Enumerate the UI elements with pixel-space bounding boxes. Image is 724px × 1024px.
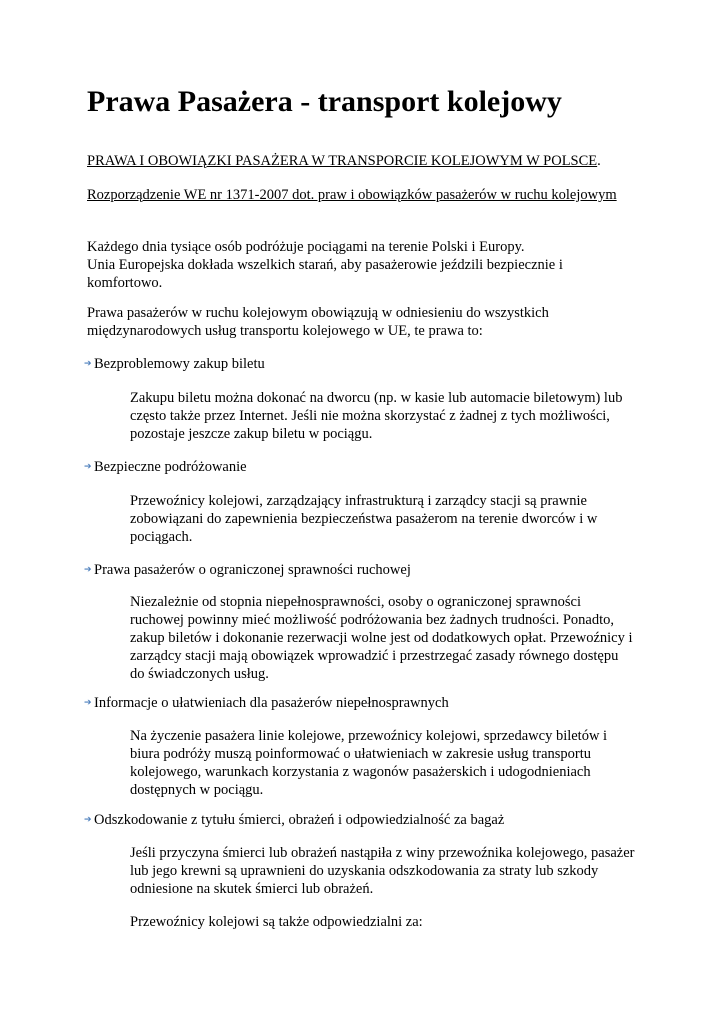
arrow-right-icon: ➔	[84, 698, 92, 708]
body-line: lub jego krewni są uprawnieni do uzyskania odszkodowania za straty lub szkody	[130, 863, 599, 879]
intro-line: komfortowo.	[87, 275, 163, 291]
section-body-ticket	[130, 389, 650, 443]
scope-paragraph	[87, 304, 647, 340]
body-line: Niezależnie od stopnia niepełnosprawności, osoby o ograniczonej sprawności	[130, 594, 581, 610]
body-line: zakup biletów i dokonanie rezerwacji wolne jest od dodatkowych opłat. Przewoźnicy i	[130, 630, 633, 646]
body-line: często także przez Internet. Jeśli nie można skorzystać z żadnej z tych możliwości,	[130, 408, 610, 424]
section-body-safety	[130, 492, 650, 546]
body-line: do świadczonych usług.	[130, 666, 269, 682]
section-heading-text: Bezpieczne podróżowanie	[94, 459, 247, 475]
arrow-right-icon: ➔	[84, 815, 92, 825]
section-heading-ticket	[84, 355, 265, 373]
arrow-right-icon: ➔	[84, 462, 92, 472]
section-heading-text: Informacje o ułatwieniach dla pasażerów niepełnosprawnych	[94, 695, 449, 711]
body-line: zobowiązani do zapewnienia bezpieczeństwa pasażerom na terenie dworców i w	[130, 511, 598, 527]
subtitle-line	[87, 152, 601, 170]
arrow-right-icon: ➔	[84, 359, 92, 369]
body-line: Zakupu biletu można dokonać na dworcu (np. w kasie lub automacie biletowym) lub	[130, 390, 623, 406]
subtitle-suffix: .	[597, 153, 601, 169]
body-line: odniesione na skutek śmierci lub obrażeń.	[130, 881, 374, 897]
body-line: Na życzenie pasażera linie kolejowe, przewoźnicy kolejowi, sprzedawcy biletów i	[130, 728, 608, 744]
body-line: kolejowego, warunkach korzystania z wagonów pasażerskich i udogodnieniach	[130, 764, 591, 780]
closing-paragraph	[130, 913, 650, 931]
intro-line: Unia Europejska dokłada wszelkich starań, aby pasażerowie jeździli bezpiecznie i	[87, 257, 563, 273]
body-line: pozostaje jeszcze zakup biletu w pociągu.	[130, 426, 373, 442]
section-body-disabled-info	[130, 727, 650, 799]
regulation-link[interactable]: Rozporządzenie WE nr 1371-2007 dot. praw i obowiązków pasażerów w ruchu kolejowym	[87, 187, 617, 203]
section-heading-text: Odszkodowanie z tytułu śmierci, obrażeń i odpowiedzialność za bagaż	[94, 812, 505, 828]
arrow-right-icon: ➔	[84, 565, 92, 575]
body-line: Jeśli przyczyna śmierci lub obrażeń nastąpiła z winy przewoźnika kolejowego, pasażer	[130, 845, 635, 861]
section-heading-reduced-mobility	[84, 561, 411, 579]
body-line: pociągach.	[130, 529, 193, 545]
section-heading-disabled-info	[84, 694, 449, 712]
scope-line: Prawa pasażerów w ruchu kolejowym obowiązują w odniesieniu do wszystkich	[87, 305, 549, 321]
page-title: Prawa Pasażera - transport kolejowy	[87, 85, 562, 118]
section-heading-text: Bezproblemowy zakup biletu	[94, 356, 265, 372]
body-line: ruchowej powinny mieć możliwość podróżowania bez żadnych trudności. Ponadto,	[130, 612, 615, 628]
intro-line: Każdego dnia tysiące osób podróżuje pociągami na terenie Polski i Europy.	[87, 239, 525, 255]
section-heading-compensation	[84, 811, 504, 829]
section-body-compensation	[130, 844, 650, 898]
body-line: biura podróży muszą poinformować o ułatwieniach w zakresie usług transportu	[130, 746, 592, 762]
section-body-reduced-mobility	[130, 593, 650, 683]
closing-line: Przewoźnicy kolejowi są także odpowiedzialni za:	[130, 914, 423, 930]
intro-paragraph	[87, 238, 647, 292]
body-line: Przewoźnicy kolejowi, zarządzający infrastrukturą i zarządcy stacji są prawnie	[130, 493, 587, 509]
scope-line: międzynarodowych usług transportu kolejowego w UE, te prawa to:	[87, 323, 483, 339]
body-line: dostępnych w pociągu.	[130, 782, 264, 798]
section-heading-text: Prawa pasażerów o ograniczonej sprawności ruchowej	[94, 562, 411, 578]
subtitle-link[interactable]: PRAWA I OBOWIĄZKI PASAŻERA W TRANSPORCIE KOLEJOWYM W POLSCE	[87, 153, 598, 169]
body-line: zarządcy stacji mają obowiązek wprowadzić i przestrzegać zasady równego dostępu	[130, 648, 619, 664]
section-heading-safety	[84, 458, 247, 476]
